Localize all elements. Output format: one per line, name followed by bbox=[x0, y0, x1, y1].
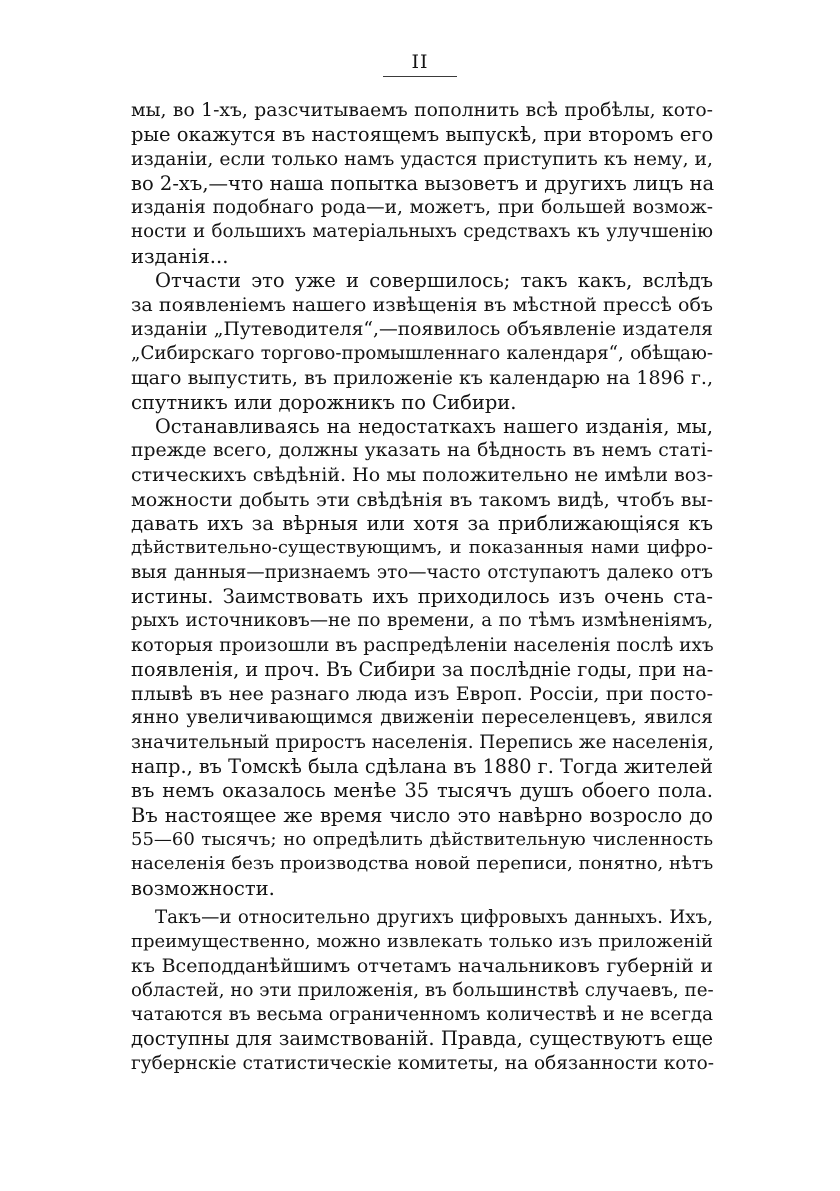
text-line: за появленіемъ нашего извѣщенія въ мѣстной прессѣ объ bbox=[131, 294, 713, 317]
text-line: Останавливаясь на недостаткахъ нашего изданія, мы, bbox=[155, 414, 713, 438]
page-number: II bbox=[411, 51, 429, 73]
text-line: появленія, и проч. Въ Сибири за послѣдніе годы, при на- bbox=[131, 657, 714, 681]
text-line: истины. Заимствовать ихъ приходилось изъ очень ста- bbox=[131, 584, 713, 608]
text-line: янно увеличивающимся движеніи переселенцевъ, явился bbox=[131, 707, 713, 729]
text-line: Такъ—и относительно другихъ цифровыхъ данныхъ. Ихъ, bbox=[155, 906, 713, 928]
text-line: 55—60 тысячъ; но опредѣлить дѣйствительную численность bbox=[131, 828, 713, 850]
text-line: доступны для заимствованій. Правда, существуютъ еще bbox=[131, 1027, 713, 1051]
text-line: спутникъ или дорожникъ по Сибири. bbox=[131, 390, 517, 414]
paragraph bbox=[131, 99, 713, 269]
text-line: во 2-хъ,—что наша попытка вызоветъ и другихъ лицъ на bbox=[131, 171, 715, 195]
text-line: въ немъ оказалось менѣе 35 тысячъ душъ обоего пола. bbox=[131, 779, 713, 803]
text-line: прежде всего, должны указать на бѣдность въ немъ статі- bbox=[131, 440, 713, 462]
text-line: выя данныя—признаемъ это—часто отступаютъ далеко отъ bbox=[131, 561, 713, 583]
header-rule bbox=[383, 76, 457, 77]
text-line: щаго выпустить, въ приложеніе къ календарю на 1896 г., bbox=[131, 367, 713, 390]
text-line: Въ настоящее же время число это навѣрно возросло до bbox=[131, 803, 713, 827]
body-text bbox=[131, 99, 713, 1076]
paragraph bbox=[131, 415, 713, 901]
text-line: населенія безъ производства новой переписи, понятно, нѣтъ bbox=[131, 853, 714, 875]
text-line: мы, во 1-хъ, разсчитываемъ пополнить всѣ пробѣлы, кото- bbox=[131, 100, 713, 121]
text-line: напр., въ Томскѣ была сдѣлана въ 1880 г. Тогда жителей bbox=[131, 755, 713, 779]
text-line: областей, но эти приложенія, въ большинствѣ случаевъ, пе- bbox=[131, 979, 714, 1001]
text-line: давать ихъ за вѣрныя или хотя за приближающіяся къ bbox=[131, 512, 713, 536]
text-line: губернскіе статистическіе комитеты, на обязанности кото- bbox=[131, 1052, 715, 1074]
text-line: Отчасти это уже и совершилось; такъ какъ, вслѣдъ bbox=[155, 269, 713, 293]
text-line: рыхъ источниковъ—не по времени, а по тѣмъ измѣненіямъ, bbox=[131, 610, 713, 632]
text-line: изданіи „Путеводителя“,—появилось объявленіе издателя bbox=[131, 318, 713, 340]
paragraph bbox=[131, 906, 713, 1076]
text-line: которыя произошли въ распредѣленіи населенія послѣ ихъ bbox=[131, 634, 714, 656]
text-line: „Сибирскаго торгово-промышленнаго календаря“, обѣщаю- bbox=[131, 342, 713, 364]
text-line: можности добыть эти свѣдѣнія въ такомъ видѣ, чтобъ вы- bbox=[131, 488, 713, 511]
text-line: къ Всеподданѣйшимъ отчетамъ начальниковъ губерній и bbox=[131, 955, 713, 978]
text-line: изданія... bbox=[131, 244, 229, 268]
text-line: стическихъ свѣдѣній. Но мы положительно не имѣли воз- bbox=[131, 464, 713, 487]
text-line: плывѣ въ нее разнаго люда изъ Европ. Россіи, при посто- bbox=[131, 683, 713, 706]
text-line: рые окажутся въ настоящемъ выпускѣ, при второмъ его bbox=[131, 123, 714, 147]
text-line: изданіи, если только намъ удастся приступить къ нему, и, bbox=[131, 148, 713, 170]
text-line: дѣйствительно-существующимъ, и показанныя нами цифро- bbox=[131, 537, 713, 559]
text-line: изданія подобнаго рода—и, можетъ, при большей возмож- bbox=[131, 197, 713, 219]
text-line: возможности. bbox=[131, 876, 275, 900]
paragraph bbox=[131, 269, 713, 415]
text-line: преимущественно, можно извлекать только изъ приложеній bbox=[131, 931, 713, 953]
text-line: значительный приростъ населенія. Перепись же населенія, bbox=[131, 731, 714, 753]
text-line: чатаются въ весьма ограниченномъ количествѣ и не всегда bbox=[131, 1003, 713, 1025]
text-line: ности и большихъ матеріальныхъ средствахъ къ улучшенію bbox=[131, 221, 713, 243]
